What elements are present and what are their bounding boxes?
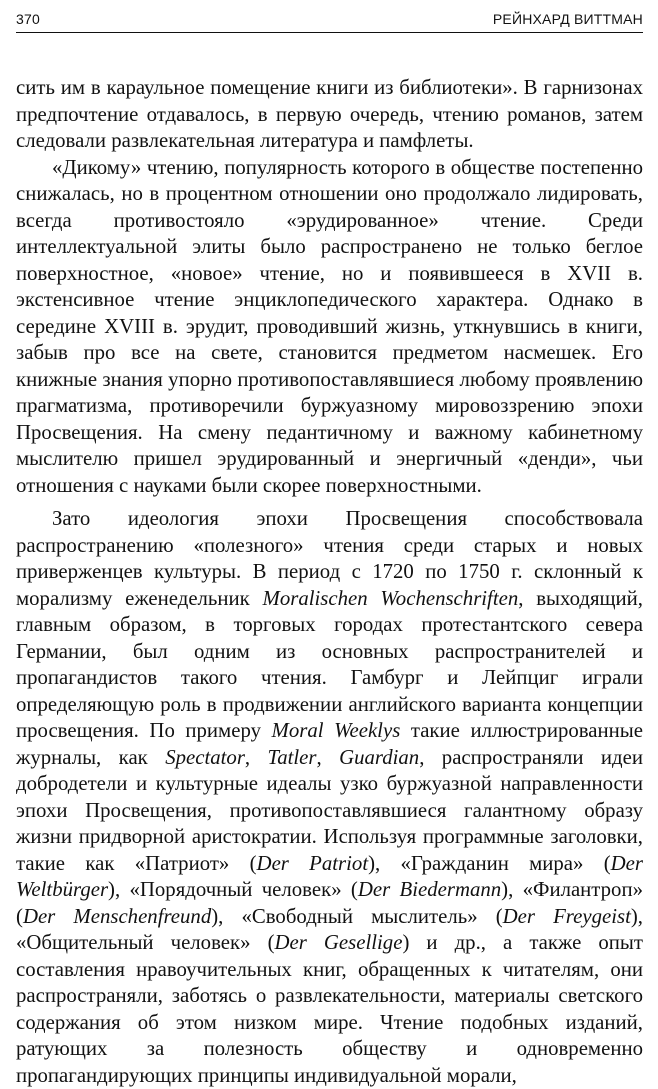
book-page [16, 10, 644, 1087]
italic-title: Spectator [165, 745, 245, 769]
paragraph [16, 75, 643, 155]
italic-title: Der Patriot [256, 851, 369, 875]
text-run: , [244, 745, 268, 769]
running-head-author: РЕЙНХАРД ВИТТМАН [492, 11, 643, 27]
paragraph [16, 155, 643, 500]
text-run: ), «Филантроп» ( [16, 878, 643, 928]
italic-title: Der Freygeist [502, 904, 631, 928]
text-run: сить им в караульное помещение книги из библиотеки». В гарнизонах предпочтение отдавалось, в первую очередь, чтению романов, затем следовали развлекательная литература и памфлеты. [16, 76, 643, 152]
italic-title: Guardian [339, 745, 420, 769]
italic-title: Tatler [267, 745, 317, 769]
body-text [16, 75, 643, 1089]
text-run: такие иллюстрированные журналы, как [16, 719, 644, 769]
text-run: , распространяли идеи добродетели и культурные идеалы узко буржуазной направленности эпохи Просвещения, противопоставлявшиеся галантному образу жизни придворной аристократии. Используя программные заголовки, такие как «Патриот» ( [16, 745, 643, 875]
text-run: ), «Свободный мыслитель» ( [211, 904, 503, 928]
text-run: ), «Гражданин мира» ( [368, 851, 611, 875]
page-number: 370 [16, 11, 40, 27]
text-run: «Дикому» чтению, популярность которого в обществе постепенно снижалась, но в процентном отношении оно продолжало лидировать, всегда противостояло «эрудированное» чтение. Среди интеллектуальной элиты было распространено не только беглое поверхностное, «новое» чтение, но и появившееся в XVII в. экстенсивное чтение энциклопедического характера. Однако в середине XVIII в. эрудит, проводивший жизнь, уткнувшись в книги, забыв про все на свете, становится предметом насмешек. Его книжные знания упорно противопоставлявшиеся любому проявлению прагматизма, противоречили буржуазному мировоззрению эпохи Просвещения. На смену педантичному и важному кабинетному мыслителю пришел эрудированный и энергичный «денди», чьи отношения с науками были скорее поверхностными. [16, 155, 643, 497]
italic-title: Der Gesellige [274, 931, 403, 954]
italic-title: Moralischen Wochenschriften [262, 586, 519, 610]
italic-title: Der Weltbürger [16, 851, 643, 901]
text-run: ), «Порядочный человек» ( [108, 878, 358, 901]
text-run: ), «Общительный человек» ( [16, 904, 643, 954]
italic-title: Moral Weeklys [271, 719, 401, 742]
running-head [16, 10, 643, 33]
text-run: , [316, 745, 340, 769]
italic-title: Der Biedermann [357, 878, 502, 901]
italic-title: Der Menschenfreund [22, 904, 212, 928]
text-run: Зато идеология эпохи Просвещения способствовала распространению «полезного» чтения среди старых и новых приверженцев культуры. В период с 1720 по 1750 г. склонный к морализму еженедельник [16, 507, 643, 610]
text-run: ) и др., а также опыт составления нравоучительных книг, обращенных к читателям, они распространяли, заботясь о развлекательности, материалы светского содержания об этом низком мире. Чтение подобных изданий, ратующих за полезность обществу и одновременно пропагандирующих принципы индивидуальной морали, [16, 931, 643, 1087]
text-run: , выходящий, главным образом, в торговых городах протестантского севера Германии, был одним из основных распространителей и пропагандистов такого чтения. Гамбург и Лейпциг играли определяющую роль в продвижении английского варианта концепции просвещения. По примеру [16, 586, 644, 742]
paragraph [16, 506, 643, 1089]
